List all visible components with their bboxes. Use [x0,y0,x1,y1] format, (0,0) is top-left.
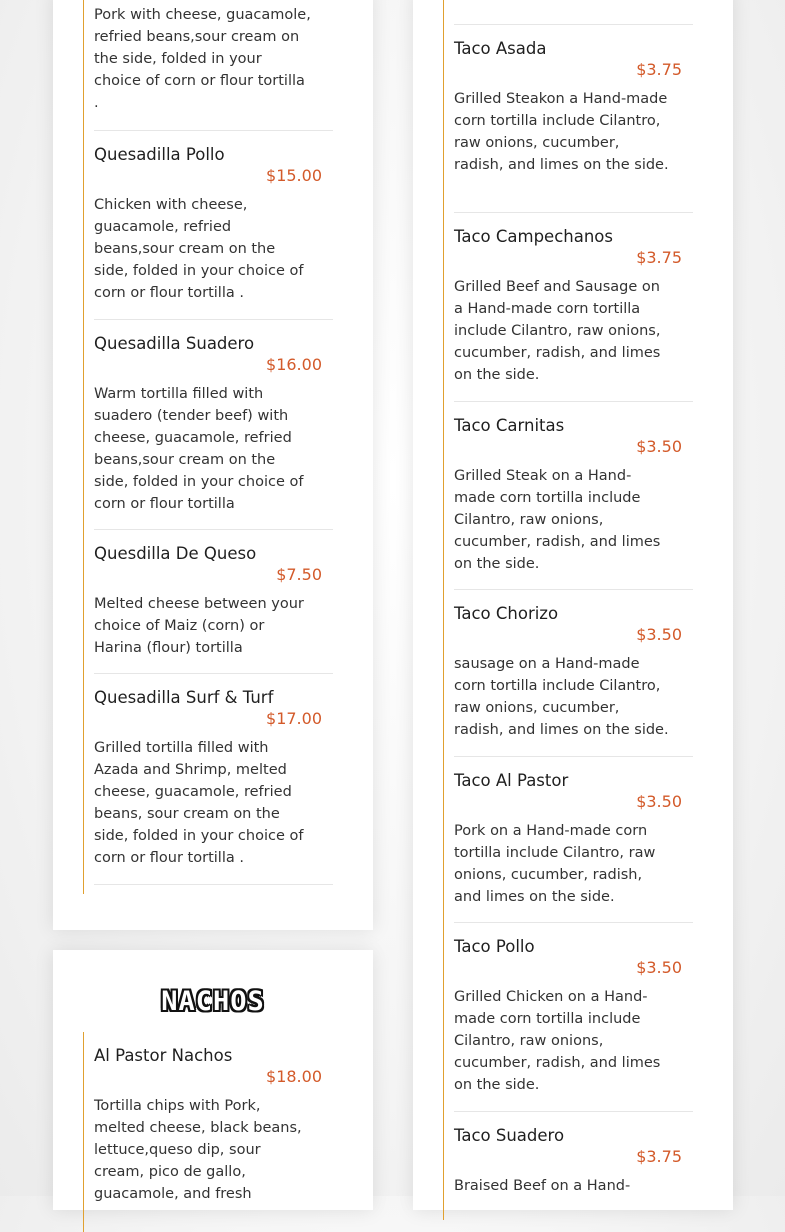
item-name: Quesadilla Surf & Turf [94,688,274,707]
item-price: $16.00 [266,355,322,374]
tacos-card [413,0,733,1210]
menu-item [94,0,333,131]
item-name: Taco Asada [454,39,547,58]
item-name: Quesdilla De Queso [94,544,257,563]
item-price: $3.50 [636,625,682,644]
item-description: Tortilla chips with Pork, melted cheese, black beans, lettuce,queso dip, sour cream, pico de gallo, guacamole, and fresh [94,1098,302,1202]
item-name: Taco Carnitas [454,416,565,435]
menu-item [454,1112,693,1232]
item-description: Grilled Beef and Sausage on a Hand-made corn tortilla include Cilantro, raw onions, cucumber, radish, and limes on the side. [454,279,661,383]
nachos-list [83,1032,334,1232]
section-title: NACHOS [161,986,265,1017]
menu-item [454,213,693,402]
item-price: $3.75 [636,248,682,267]
item-price: $15.00 [266,166,322,185]
menu-item [94,131,333,320]
item-price: $18.00 [266,1067,322,1086]
item-price: $3.75 [636,60,682,79]
item-description [454,0,672,3]
item-name: Quesadilla Suadero [94,334,255,353]
item-name: Quesadilla Pollo [94,145,225,164]
nachos-card [53,950,373,1210]
item-price: $17.00 [266,709,322,728]
item-description: Melted cheese between your choice of Maiz (corn) or Harina (flour) tortilla [94,596,304,656]
item-description: Pork with cheese, guacamole, refried beans,sour cream on the side, folded in your choice of corn or flour tortilla . [94,7,311,111]
menu-item [454,757,693,923]
menu-item [94,674,333,885]
item-description: Warm tortilla filled with suadero (tender beef) with cheese, guacamole, refried beans,sour cream on the side, folded in your choice of corn or flour tortilla [94,386,304,512]
item-description: Braised Beef on a Hand- [454,1178,631,1194]
item-price: $3.75 [636,1147,682,1166]
quesadillas-list [83,0,334,894]
tacos-list [443,0,694,1220]
menu-item [454,590,693,757]
item-price: $3.50 [636,437,682,456]
menu-item [94,1032,333,1232]
item-description: sausage on a Hand-made corn tortilla include Cilantro, raw onions, cucumber, radish, and limes on the side. [454,656,669,738]
item-description: Chicken with cheese, guacamole, refried beans,sour cream on the side, folded in your choice of corn or flour tortilla . [94,197,304,301]
item-price: $3.50 [636,958,682,977]
item-description: Grilled Steak on a Hand-made corn tortilla include Cilantro, raw onions, cucumber, radish, and limes on the side. [454,468,661,572]
item-description: Grilled Steakon a Hand-made corn tortilla include Cilantro, raw onions, cucumber, radish, and limes on the side. [454,91,669,173]
item-name: Al Pastor Nachos [94,1046,233,1065]
item-name: Taco Suadero [454,1126,565,1145]
item-name: Taco Al Pastor [454,771,569,790]
item-description: Pork on a Hand-made corn tortilla include Cilantro, raw onions, cucumber, radish, and limes on the side. [454,823,656,905]
item-description: Grilled Chicken on a Hand-made corn tortilla include Cilantro, raw onions, cucumber, radish, and limes on the side. [454,989,661,1093]
menu-item [94,530,333,674]
item-price: $7.50 [276,565,322,584]
quesadillas-card [53,0,373,930]
menu-item [454,0,693,25]
item-price: $3.50 [636,792,682,811]
item-name: Taco Chorizo [454,604,559,623]
menu-item [454,923,693,1112]
menu-item [454,25,693,213]
menu-item [454,402,693,590]
item-name: Taco Pollo [454,937,535,956]
item-name: Taco Campechanos [454,227,613,246]
item-description: Grilled tortilla filled with Azada and Shrimp, melted cheese, guacamole, refried beans, sour cream on the side, folded in your choice of corn or flour tortilla . [94,740,304,866]
menu-item [94,320,333,530]
